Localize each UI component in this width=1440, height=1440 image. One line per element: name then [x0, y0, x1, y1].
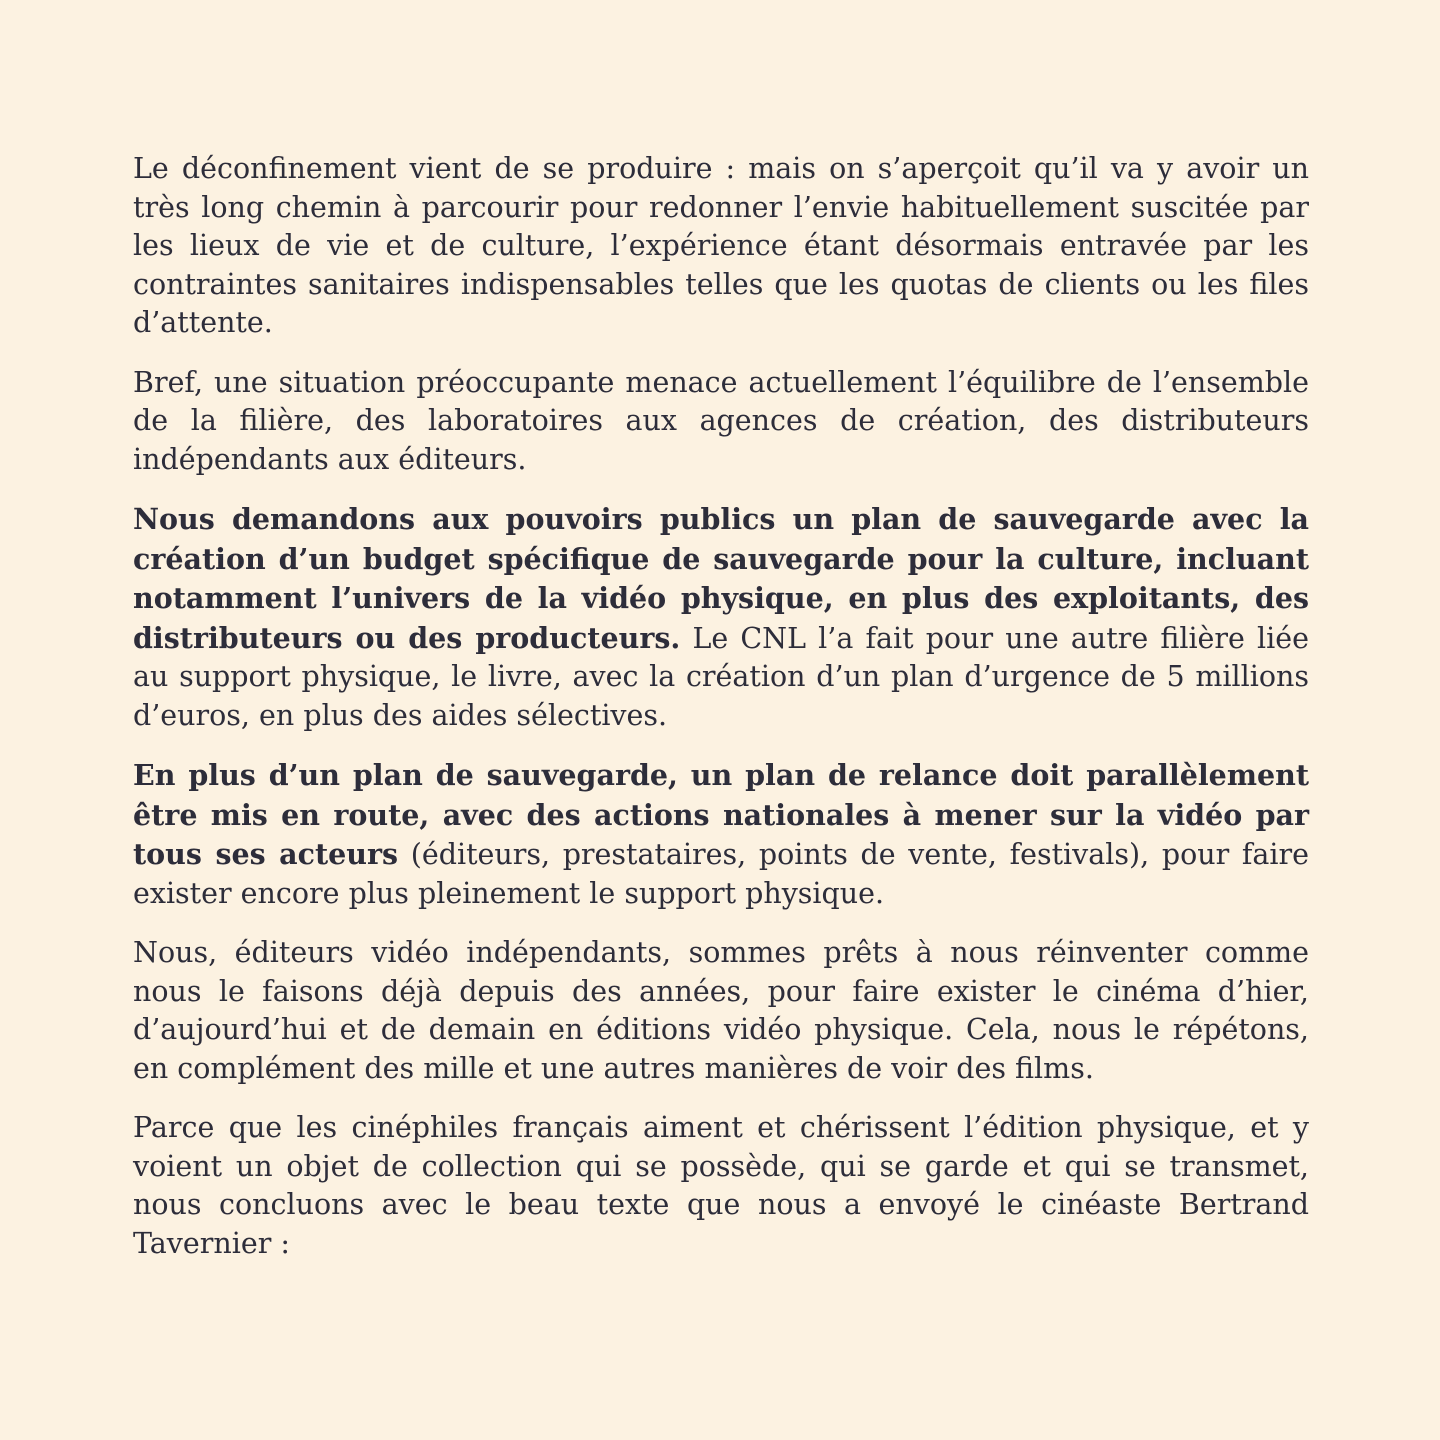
paragraph-deconfinement: Le déconfinement vient de se produire : mais on s’aperçoit qu’il va y avoir un très long chemin à parcourir pour redonner l’envie habituellement suscitée par les lieux de vie et de culture, l’expérience étant désormais entravée par les contraintes sanitaires indispensables telles que les quotas de clients ou les files d’attente. — [133, 152, 1309, 339]
cnl-example-text: Le CNL l’a fait pour une autre filière liée au support physique, le livre, avec la création d’un plan d’urgence de 5 millions d’euros, en plus des aides sélectives. — [133, 621, 1310, 732]
paragraph-plan-sauvegarde — [133, 500, 1309, 735]
plan-relance-bold-text: En plus d’un plan de sauvegarde, un plan de relance doit parallèlement être mis en route, avec des actions nationales à mener sur la vidéo par tous ses acteurs — [133, 758, 1309, 871]
article-body — [133, 150, 1309, 1263]
paragraph-conclusion-tavernier: Parce que les cinéphiles français aiment et chérissent l’édition physique, et y voient un objet de collection qui se possède, qui se garde et qui se transmet, nous concluons avec le beau texte que nous a envoyé le cinéaste Bertrand Tavernier : — [133, 1111, 1309, 1260]
paragraph-editeurs-independants: Nous, éditeurs vidéo indépendants, sommes prêts à nous réinventer comme nous le faisons déjà depuis des années, pour faire exister le cinéma d’hier, d’aujourd’hui et de demain en éditions vidéo physique. Cela, nous le répétons, en complément des mille et une autres manières de voir des films. — [133, 936, 1309, 1085]
demand-pouvoirs-publics-bold-text: Nous demandons aux pouvoirs publics un plan de sauvegarde avec la création d’un budget spécifique de sauvegarde pour la culture, incluant notamment l’univers de la vidéo physique, en plus des exploitants, des distributeurs ou des producteurs. — [133, 502, 1309, 655]
paragraph-situation-preoccupante: Bref, une situation préoccupante menace actuellement l’équilibre de l’ensemble de la filière, des laboratoires aux agences de création, des distributeurs indépendants aux éditeurs. — [133, 365, 1309, 476]
paragraph-plan-relance — [133, 756, 1309, 913]
acteurs-list-text: (éditeurs, prestataires, points de vente, festivals), pour faire exister encore plus pleinement le support physique. — [133, 838, 1310, 910]
